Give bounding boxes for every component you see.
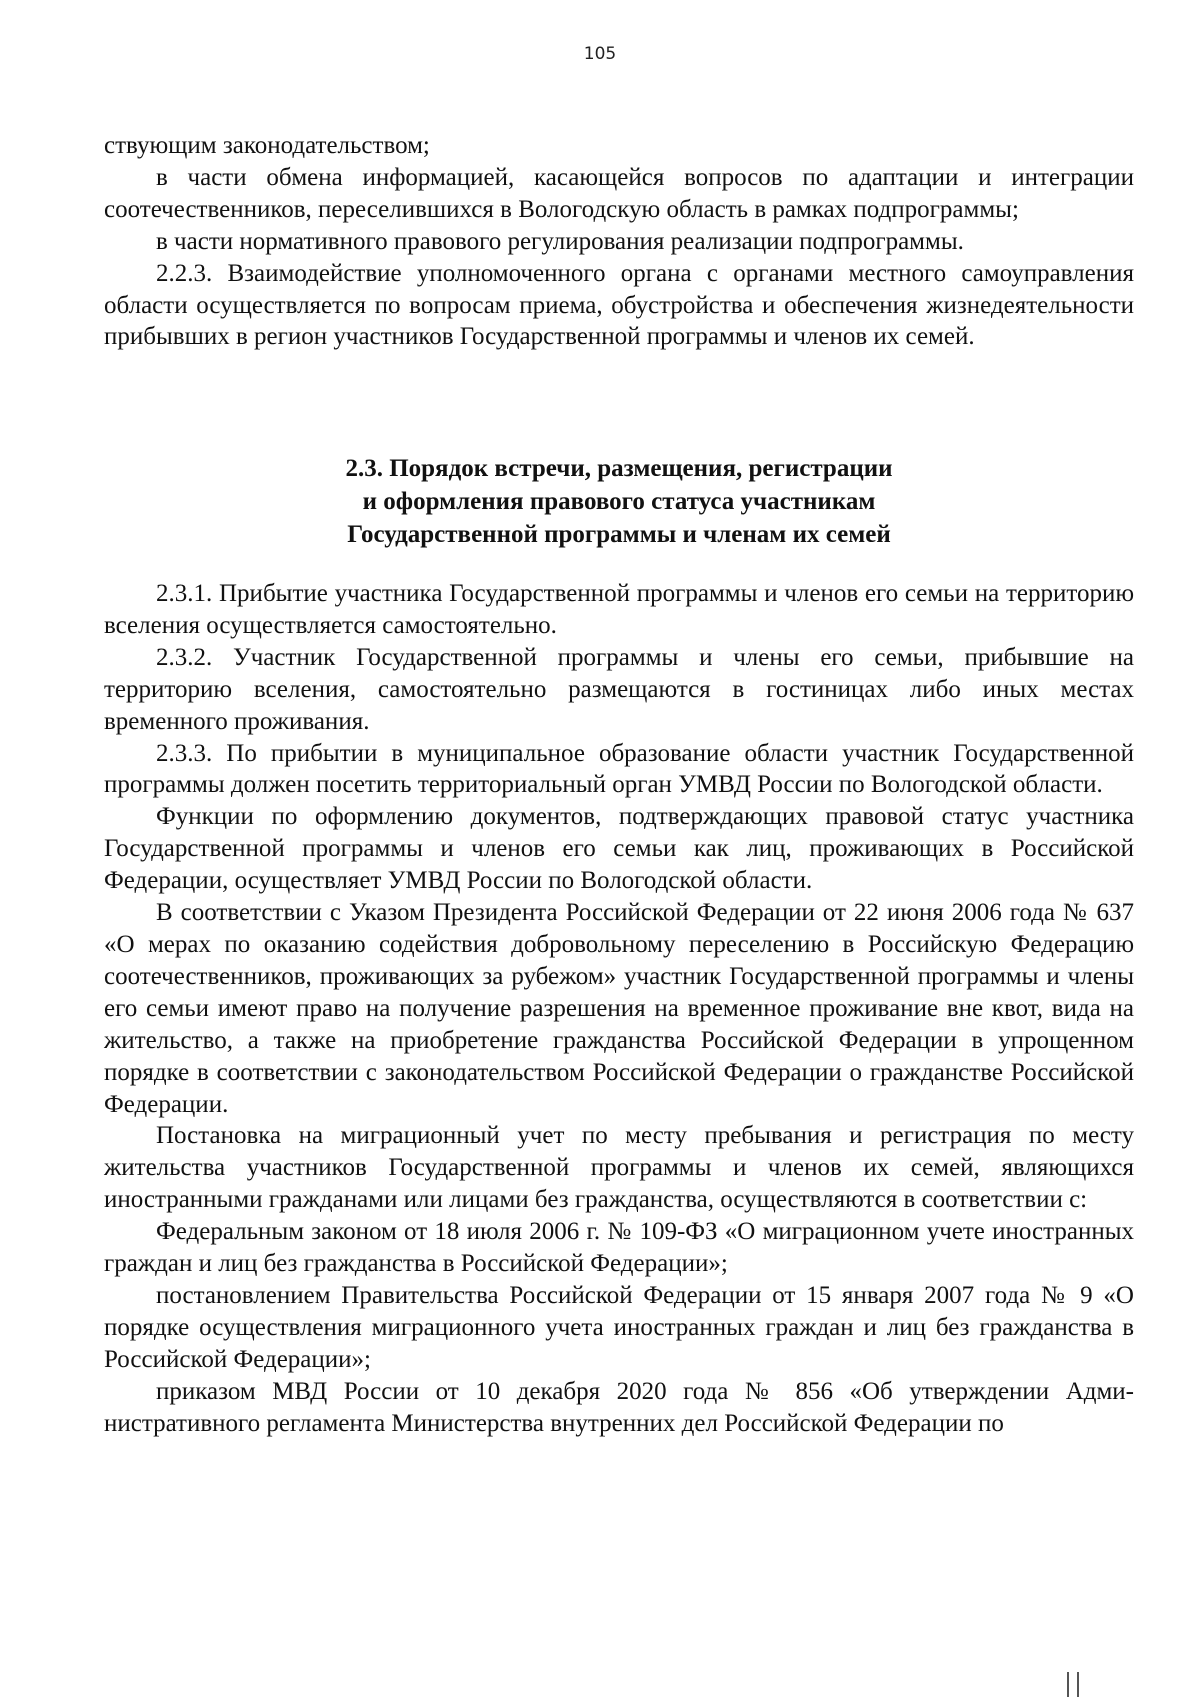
paragraph: в части нормативного правового регулирования реализации подпрограммы. bbox=[156, 227, 964, 255]
paragraph: 2.3.2. Участник Государственной программы и члены его семьи, прибывшие на территорию вселения, самостоятельно размещаются в гостиницах либо иных местах временного проживания. bbox=[104, 643, 1134, 735]
paragraph: в части обмена информацией, касающейся вопросов по адаптации и интеграции соотечественников, переселившихся в Вологодскую область в рамках подпрограммы; bbox=[104, 163, 1134, 223]
paragraph: 2.3.3. По прибытии в муниципальное образование области участник Государственной программы должен посетить территориальный орган УМВД России по Вологодской области. bbox=[104, 739, 1134, 799]
paragraph: ствующим законодательством; bbox=[104, 132, 430, 159]
section-heading-line: 2.3. Порядок встречи, размещения, регистрации bbox=[345, 455, 893, 482]
section-heading-line: Государственной программы и членам их семей bbox=[347, 521, 891, 548]
paragraph: Функции по оформлению документов, подтверждающих правовой статус участника Государственной программы и членов его семьи как лиц, проживающих в Российской Федерации, осуществляет УМВД России по Вологодской области. bbox=[104, 803, 1134, 895]
paragraph: Федеральным законом от 18 июля 2006 г. № 109-ФЗ «О миграционном учете иностранных граждан и лиц без гражданства в Российской Федерации»; bbox=[104, 1218, 1134, 1278]
section-heading-line: и оформления правового статуса участникам bbox=[362, 488, 876, 515]
scan-edge-mark bbox=[1065, 1672, 1085, 1697]
paragraph: приказом МВД России от 10 декабря 2020 года № 856 «Об утверждении Административного регламента Министерства внутренних дел Российской Федерации по bbox=[104, 1377, 1134, 1437]
text-block-after-heading bbox=[104, 578, 1134, 1439]
section-heading bbox=[104, 452, 1134, 551]
paragraph: В соответствии с Указом Президента Российской Федерации от 22 июня 2006 года № 637 «О мерах по оказанию содействия добровольному переселению в Российскую Федерацию соотечественников, проживающих за рубежом» участник Государственной программы и члены его семьи имеют право на получение разрешения на временное проживание вне квот, вида на жительство, а также на приобретение гражданства Российской Федерации в упрощенном порядке в соответствии с законодательством Российской Федерации о гражданстве Российской Федерации. bbox=[104, 899, 1134, 1118]
paragraph: 2.2.3. Взаимодействие уполномоченного органа с органами местного самоуправления области осуществляется по вопросам приема, обустройства и обеспечения жизнедеятельности прибывших в регион участников Государственной программы и членов их семей. bbox=[104, 259, 1134, 351]
paragraph: 2.3.1. Прибытие участника Государственной программы и членов его семьи на территорию вселения осуществляется самостоятельно. bbox=[104, 580, 1134, 639]
paragraph: Постановка на миграционный учет по месту пребывания и регистрация по месту жительства участников Государственной программы и членов их семей, являющихся иностранными гражданами или лицами без гражданства, осуществляются в соответствии с: bbox=[104, 1122, 1134, 1214]
paragraph: постановлением Правительства Российской Федерации от 15 января 2007 года № 9 «О порядке осуществления миграционного учета иностранных граждан и лиц без гражданства в Российской Федерации»; bbox=[104, 1281, 1134, 1373]
page-number: 105 bbox=[583, 44, 617, 64]
text-block-before-heading bbox=[104, 130, 1134, 353]
